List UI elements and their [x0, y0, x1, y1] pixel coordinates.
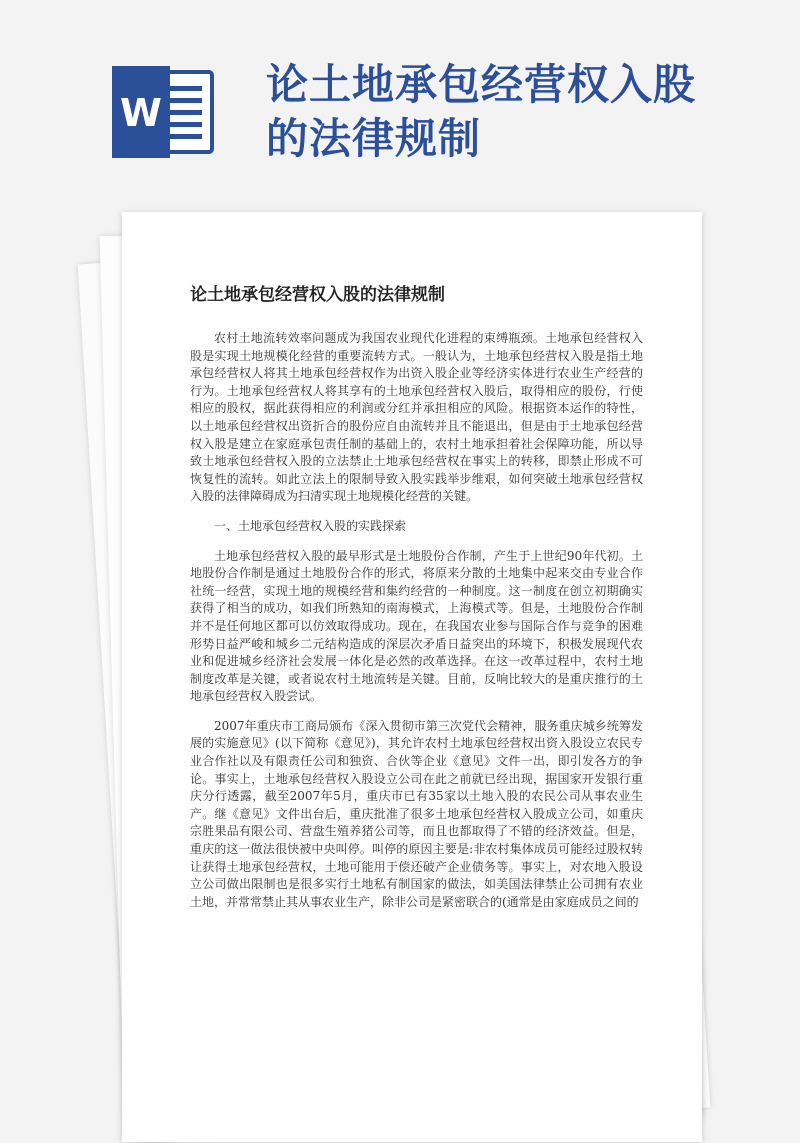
paragraph: 2007年重庆市工商局颁布《深入贯彻市第三次党代会精神，服务重庆城乡统筹发展的实施意见》(以下简称《意见》)，其允许农村土地承包经营权出资入股设立农民专业合作社以及有限责任公司和独资、合伙等企业《意见》文件一出，即引发各方的争论。事实上，土地承包经营权入股设立公司在此之前就已经出现，据国家开发银行重庆分行透露，截至2007年5月，重庆市已有35家以土地入股的农民公司从事农业生产。继《意见》文件出台后，重庆批准了很多土地承包经营权入股成立公司，如重庆宗胜果品有限公司、营盘生殖养猪公司等，而且也都取得了不错的经济效益。但是，重庆的这一做法很快被中央叫停。叫停的原因主要是:非农村集体成员可能经过股权转让获得土地承包经营权，土地可能用于偿还破产企业债务等。事实上，对农地入股设立公司做出限制也是很多实行土地私有制国家的做法，如美国法律禁止公司拥有农业土地，并常常禁止其从事农业生产，除非公司是紧密联合的(通常是由家庭成员之间的: [190, 718, 643, 909]
paragraph: 农村土地流转效率问题成为我国农业现代化进程的束缚瓶颈。土地承包经营权入股是实现土地规模化经营的重要流转方式。一般认为，土地承包经营权入股是指土地承包经营权人将其土地承包经营权作为出资入股企业等经济实体进行农业生产经营的行为。土地承包经营权人将其享有的土地承包经营权入股后，取得相应的股份，行使相应的股权，据此获得相应的利润或分红并承担相应的风险。根据资本运作的特性，以土地承包经营权出资折合的股份应自由流转并且不能退出，但是由于土地承包经营权入股是建立在家庭承包责任制的基础上的，农村土地承担着社会保障功能，所以导致土地承包经营权入股的立法禁止土地承包经营权在事实上的转移，即禁止形成不可恢复性的流转。如此立法上的限制导致入股实践举步维艰，如何突破土地承包经营权入股的法律障碍成为扫清实现土地规模化经营的关键。: [190, 331, 643, 504]
document-body: [190, 330, 643, 923]
word-document-icon: [112, 66, 214, 158]
page-title: [266, 58, 786, 166]
title-line-1: 论土地承包经营权入股: [266, 60, 697, 109]
section-heading: 一、土地承包经营权入股的实践探索: [214, 518, 407, 533]
document-title: 论土地承包经营权入股的法律规制: [190, 285, 445, 305]
paragraph: 土地承包经营权入股的最早形式是土地股份合作制，产生于上世纪90年代初。土地股份合作制是通过土地股份合作的形式，将原来分散的土地集中起来交由专业合作社统一经营，实现土地的规模经营和集约经营的一种制度。这一制度在创立初期确实获得了相当的成功，如我们所熟知的南海模式，上海模式等。但是，土地股份合作制并不是任何地区都可以仿效取得成功。现在，在我国农业参与国际合作与竞争的困难形势日益严峻和城乡二元结构造成的深层次矛盾日益突出的环境下，积极发展现代农业和促进城乡经济社会发展一体化是必然的改革选择。在这一改革过程中，农村土地制度改革是关键，或者说农村土地流转是关键。目前，反响比较大的是重庆推行的土地承包经营权入股尝试。: [190, 548, 643, 704]
title-line-2: 的法律规制: [266, 114, 482, 163]
svg-text:W: W: [120, 91, 162, 135]
header: [0, 0, 800, 200]
document-page: [122, 212, 702, 1142]
